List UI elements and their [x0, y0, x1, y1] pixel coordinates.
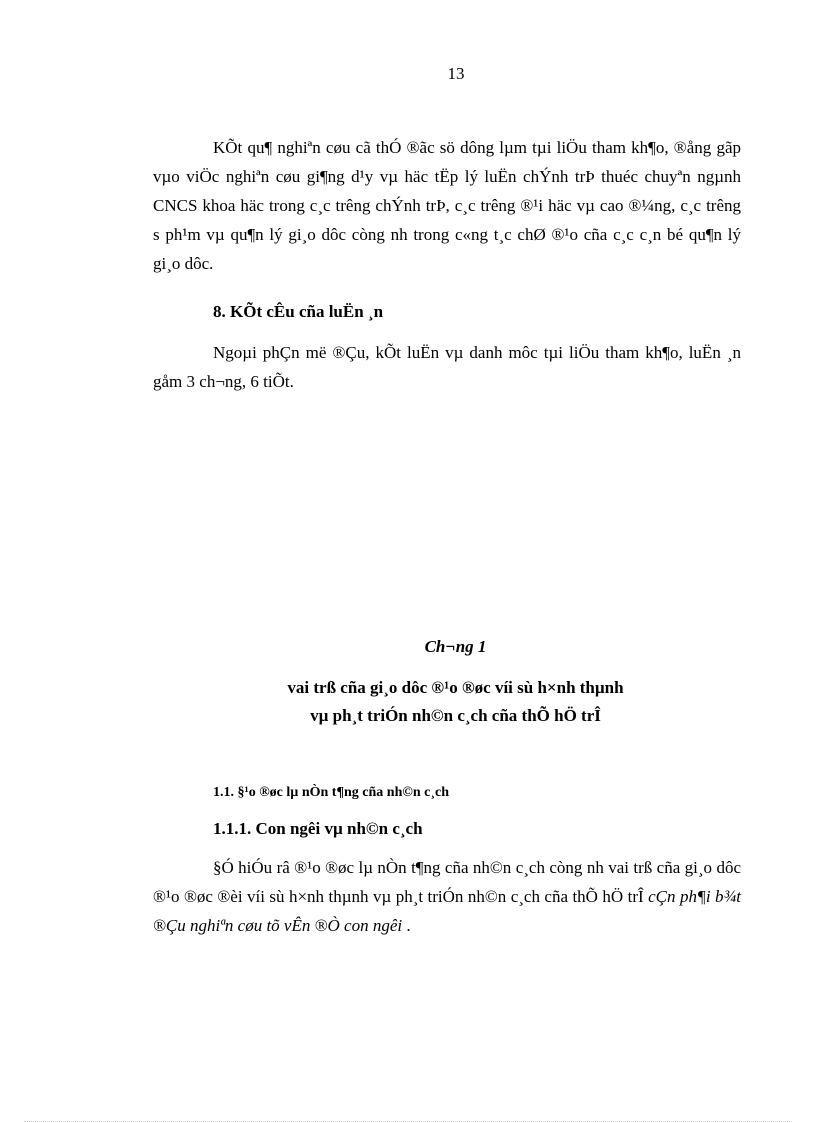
chapter-title-line-1: vai trß cña gi¸o dôc ®¹o ®øc víi sù h×nh thµnh: [287, 678, 624, 697]
paragraph-intro-end: .: [406, 916, 411, 935]
chapter-title-line-2: vµ ph¸t triÓn nh©n c¸ch cña thÕ hÖ trÎ: [310, 706, 601, 725]
paragraph-intro-italic: cÇn ph¶i b¾t ®Çu nghiªn cøu tõ vÊn ®Ò con ngêi: [153, 887, 741, 935]
paragraph-thesis-structure: Ngoµi phÇn më ®Çu, kÕt luËn vµ danh môc tµi liÖu tham kh¶o, luËn ¸n gåm 3 ch¬ng, 6 tiÕt.: [153, 343, 741, 391]
paragraph-research-results: KÕt qu¶ nghiªn cøu cã thÓ ®ãc sö dông lµm tµi liÖu tham kh¶o, ®ång gãp vµo viÖc nghiªn cøu gi¶ng d¹y vµ häc tËp lý luËn chÝnh trÞ thuéc chuyªn ngµnh CNCS khoa häc trong c¸c trêng chÝnh trÞ, c¸c trêng ®¹i häc vµ cao ®¼ng, c¸c trêng s ph¹m vµ qu¶n lý gi¸o dôc còng nh trong c«ng t¸c chØ ®¹o cña c¸c c¸n bé qu¶n lý gi¸o dôc.: [153, 138, 741, 273]
chapter-label: Ch¬ng 1: [424, 637, 487, 656]
page-bottom-divider: [24, 1121, 792, 1122]
section-heading-structure: 8. KÕt cÊu cña luËn ¸n: [213, 302, 384, 321]
section-heading-1-1-1: 1.1.1. Con ngêi vµ nh©n c¸ch: [213, 819, 423, 838]
paragraph-intro-ethics: [153, 853, 741, 940]
section-heading-1-1: 1.1. §¹o ®øc lµ nÒn t¶ng cña nh©n c¸ch: [213, 785, 449, 800]
paragraph-intro-normal: §Ó hiÓu râ ®¹o ®øc lµ nÒn t¶ng cña nh©n c¸ch còng nh vai trß cña gi¸o dôc ®¹o ®øc ®èi víi sù h×nh thµnh vµ ph¸t triÓn nh©n c¸ch cña thÕ hÖ trÎ: [153, 858, 741, 906]
chapter-title: [153, 674, 758, 730]
page-number: 13: [447, 64, 465, 83]
